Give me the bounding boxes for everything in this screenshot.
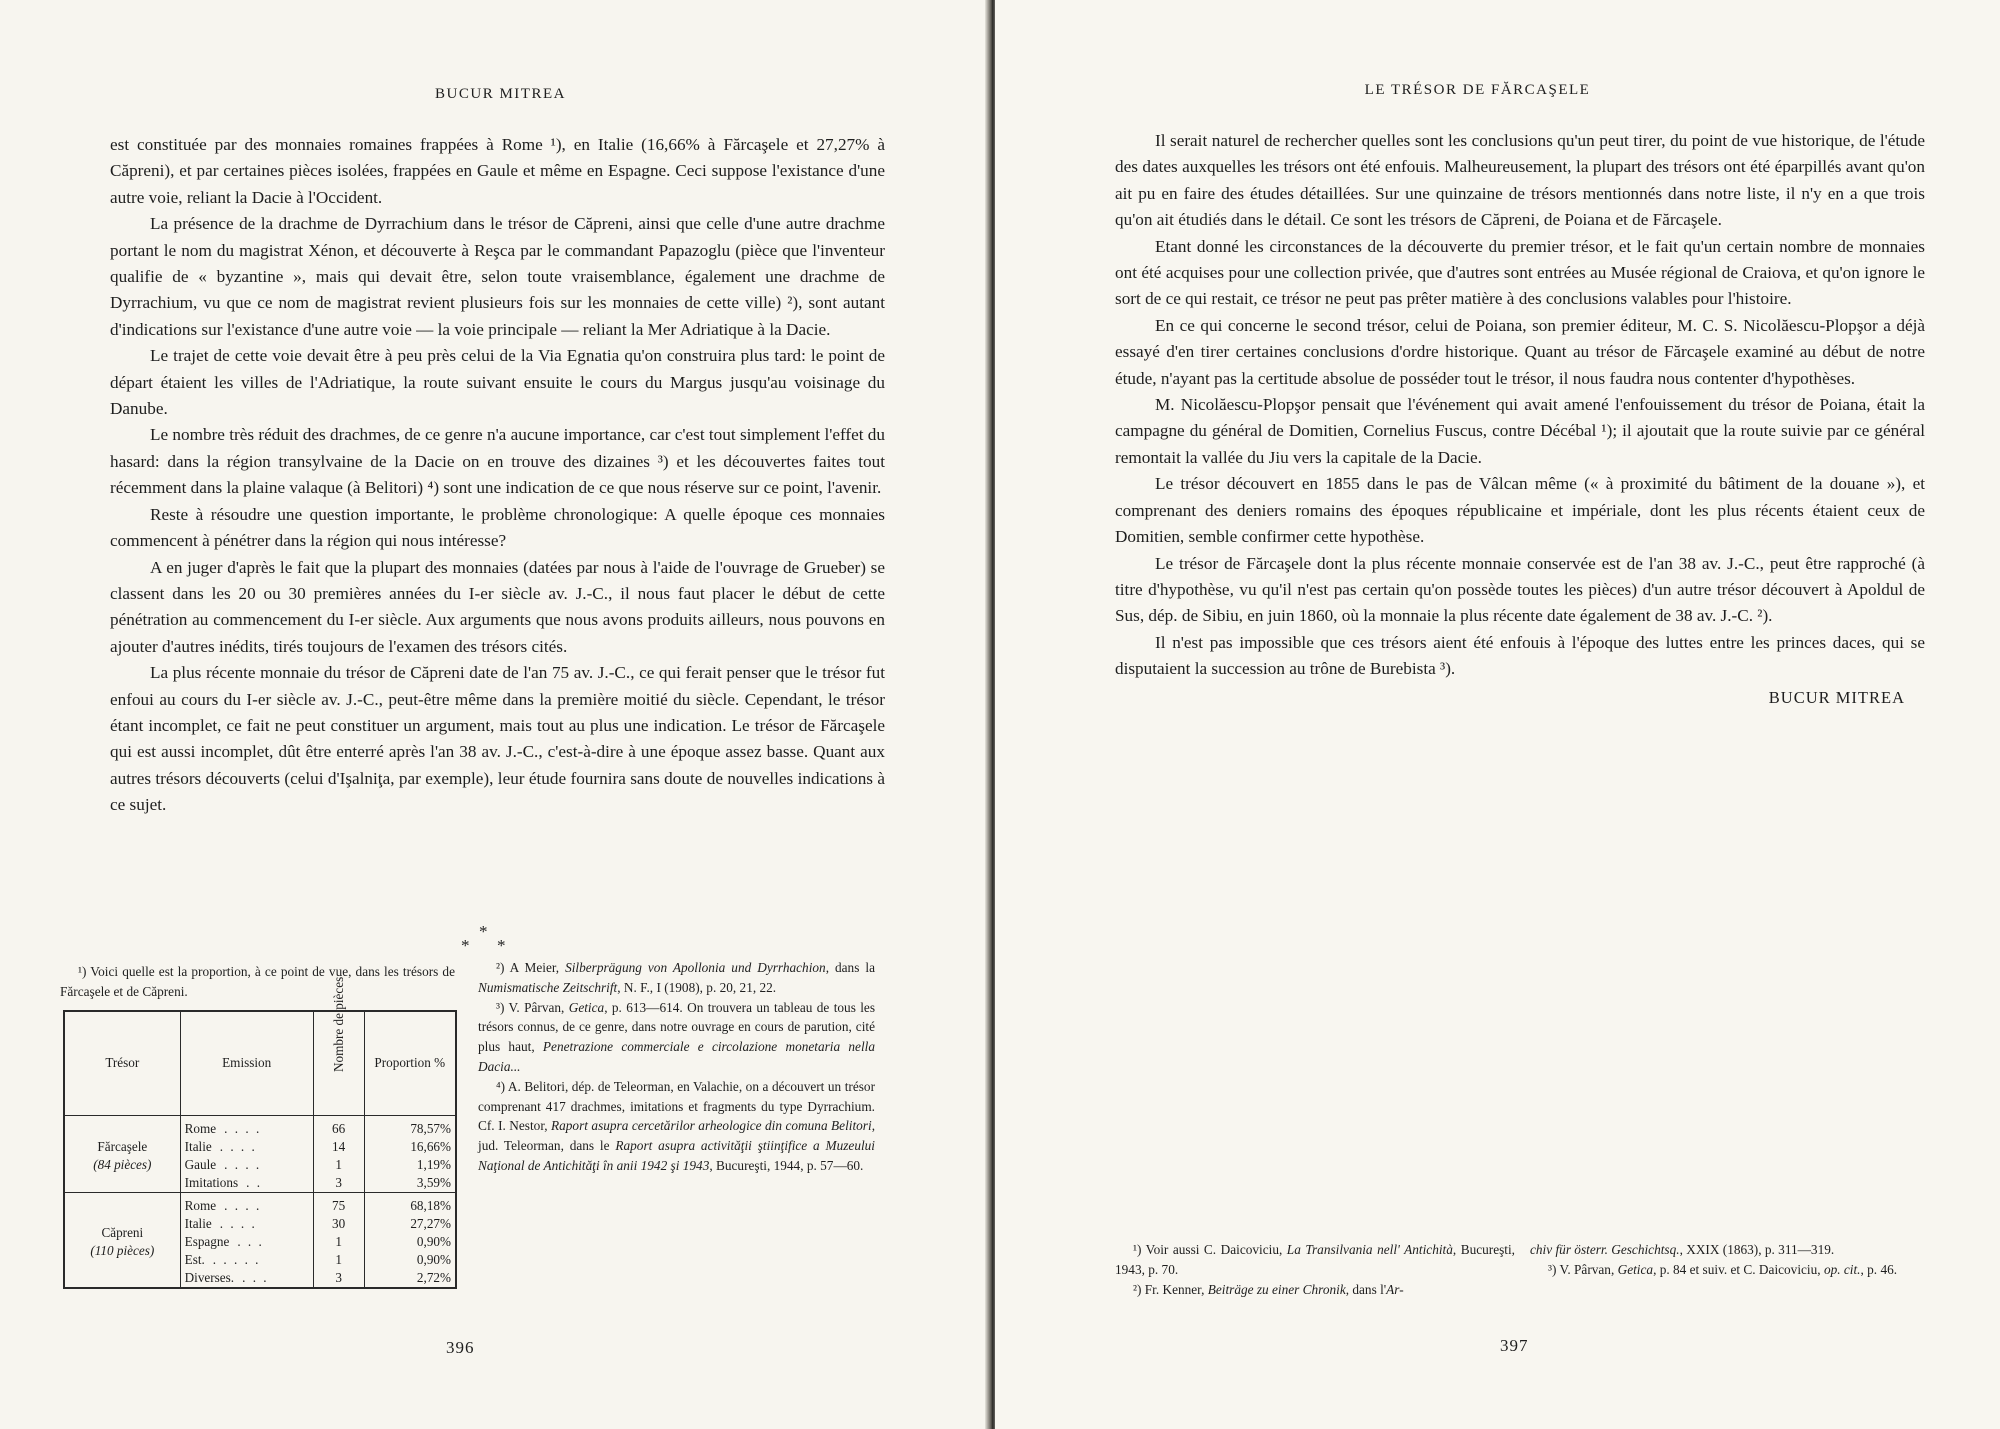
nombre-cell: 66 [313, 1115, 364, 1138]
paragraph: Le trajet de cette voie devait être à peu près celui de la Via Egnatia qu'on construira plus tard: le point de départ étaient les villes de l'Adriatique, la route suivant ensuite le cours du Margus jusqu'au voisinage du Danube. [110, 346, 885, 419]
footnote-3: ³) V. Pârvan, Getica, p. 613—614. On trouvera un tableau de tous les trésors connus, de ce genre, dans notre ouvrage en cours de parution, cité plus haut, Penetrazione commerciale e circolazione monetaria nella Dacia... [478, 999, 876, 1074]
page-396 [0, 0, 991, 1429]
emission-cell: Imitations . . [180, 1174, 313, 1193]
proportion-cell: 68,18% [364, 1192, 456, 1215]
paragraph: Il n'est pas impossible que ces trésors aient été enfouis à l'époque des luttes entre les princes daces, qui se disputaient la succession au trône de Burebista ³). [1115, 632, 1925, 679]
left-body-text [110, 132, 885, 819]
footnotes-right-col1 [1115, 1240, 1515, 1299]
proportion-cell: 0,90% [364, 1251, 456, 1269]
footnotes-2-4 [478, 958, 875, 1176]
page-397 [995, 0, 2000, 1429]
footnote-2-cont: chiv für österr. Geschichtsq., XXIX (1863), p. 311—319. [1530, 1242, 1835, 1257]
paragraph: La présence de la drachme de Dyrrachium dans le trésor de Căpreni, ainsi que celle d'une autre drachme portant le nom du magistrat Xénon, et découverte à Reşca par le commandant Papazoglu (pièce que l'inventeur qualifie de « byzantine », mais qui devait être, selon toute vraisemblance, également une drachme de Dyrrachium, vu que ce nom de magistrat revient plusieurs fois sur les monnaies de cette ville) ²), sont autant d'indications sur l'existance d'une autre voie — la voie principale — reliant la Mer Adriatique à la Dacie. [110, 214, 885, 339]
asterism-star: * [479, 922, 488, 941]
asterism-star: * [497, 936, 506, 955]
emission-cell: Rome . . . . [180, 1192, 313, 1215]
col-header-emission: Emission [180, 1011, 313, 1115]
emission-cell: Italie . . . . [180, 1215, 313, 1233]
nombre-cell: 1 [313, 1251, 364, 1269]
footnote-text: ¹) Voici quelle est la proportion, à ce point de vue, dans les trésors de Fărcaşele et de Căpreni. [60, 964, 455, 999]
tresor-cell [64, 1192, 180, 1288]
proportion-cell: 16,66% [364, 1138, 456, 1156]
col-header-proportion: Proportion % [364, 1011, 456, 1115]
author-signature: BUCUR MITREA [1768, 687, 1905, 707]
paragraph: Etant donné les circonstances de la découverte du premier trésor, et le fait qu'un certain nombre de monnaies ont été acquises pour une collection privée, que d'autres sont entrées au Musée régional de Craiova, et qu'on ignore le sort de ce qui restait, ce trésor ne peut pas prêter matière à des conclusions valables pour l'histoire. [1115, 236, 1925, 309]
paragraph: Il serait naturel de rechercher quelles sont les conclusions qu'un peut tirer, du point de vue historique, de l'étude des dates auxquelles les trésors ont été enfouis. Malheureusement, la plupart des trésors ont été éparpillés avant qu'on ait pu en faire des études détaillées. Sur une quinzaine de trésors mentionnés dans notre liste, il n'y en a que trois qu'on ait étudiés dans le détail. Ce sont les trésors de Căpreni, de Poiana et de Fărcaşele. [1115, 131, 1925, 230]
page-number: 396 [446, 1338, 475, 1357]
footnote-4: ⁴) A. Belitori, dép. de Teleorman, en Valachie, on a découvert un trésor comprenant 417 drachmes, imitations et fragments du type Dyrrachium. Cf. I. Nestor, Raport asupra cercetărilor arheologice din comuna Belitori, jud. Teleorman, dans le Raport asupra activităţii ştiinţifice a Muzeului Naţional de Antichităţi în anii 1942 şi 1943, Bucureşti, 1944, p. 57—60. [478, 1078, 876, 1173]
paragraph: Le nombre très réduit des drachmes, de ce genre n'a aucune importance, car c'est tout simplement l'effet du hasard: dans la région transylvaine de la Dacie on en trouve des dizaines ³) et les découvertes faites tout récemment dans la plaine valaque (à Belitori) ⁴) sont une indication de ce que nous réserve sur ce point, l'avenir. [110, 425, 885, 498]
paragraph: A en juger d'après le fait que la plupart des monnaies (datées par nous à l'aide de l'ouvrage de Grueber) se classent dans les 20 ou 30 premières années du I-er siècle av. J.-C., il nous faut placer le début de cette pénétration au commencement du I-er siècle. Aux arguments que nous avons produits ailleurs, nous pouvons en ajouter d'autres inédits, tirés toujours de l'examen des trésors cités. [110, 557, 885, 656]
footnotes-right-col2 [1530, 1240, 1925, 1280]
proportion-cell: 1,19% [364, 1156, 456, 1174]
emission-cell: Rome . . . . [180, 1115, 313, 1138]
nombre-cell: 3 [313, 1174, 364, 1193]
footnote-2: ²) A Meier, Silberprägung von Apollonia und Dyrrhachion, dans la Numismatische Zeitschrift, N. F., I (1908), p. 20, 21, 22. [478, 960, 875, 995]
paragraph: La plus récente monnaie du trésor de Căpreni date de l'an 75 av. J.-C., ce qui ferait penser que le trésor fut enfoui au cours du I-er siècle av. J.-C., peut-être même dans la première moitié du siècle. Cependant, le trésor étant incomplet, ce fait ne peut constituer un argument, mais tout au plus une indication. Le trésor de Fărcaşele qui est aussi incomplet, dût être enterré après l'an 38 av. J.-C., c'est-à-dire à une époque assez basse. Quant aux autres trésors découverts (celui d'Işalniţa, par exemple), leur étude fournira sans doute de nouvelles indications à ce sujet. [110, 663, 885, 815]
nombre-cell: 14 [313, 1138, 364, 1156]
asterism [455, 922, 515, 956]
emission-cell: Espagne . . . [180, 1233, 313, 1251]
table-row [64, 1192, 456, 1215]
emission-cell: Est. . . . . . [180, 1251, 313, 1269]
footnote-1: ¹) Voir aussi C. Daicoviciu, La Transilvania nell' Antichità, Bucureşti, 1943, p. 70. [1115, 1242, 1516, 1277]
nombre-cell: 1 [313, 1156, 364, 1174]
paragraph: Reste à résoudre une question importante, le problème chronologique: A quelle époque ces monnaies commencent à pénétrer dans la région qui nous intéresse? [110, 504, 885, 551]
right-body-text [1115, 128, 1925, 711]
paragraph: En ce qui concerne le second trésor, celui de Poiana, son premier éditeur, M. C. S. Nicolăescu-Plopşor a déjà essayé d'en tirer certaines conclusions d'ordre historique. Quant au trésor de Fărcaşele examiné au début de notre étude, n'ayant pas la certitude absolue de posséder tout le trésor, il nous faudra nous contenter d'hypothèses. [1115, 315, 1925, 388]
emission-cell: Gaule . . . . [180, 1156, 313, 1174]
col-header-tresor: Trésor [64, 1011, 180, 1115]
paragraph: Le trésor de Fărcaşele dont la plus récente monnaie conservée est de l'an 38 av. J.-C., peut être rapproché (à titre d'hypothèse, vu qu'il n'est pas certain qu'on possède toutes les pièces) d'un autre trésor découvert à Apoldul de Sus, dép. de Sibiu, en juin 1860, où la monnaie la plus récente date également de 38 av. J.-C. ²). [1115, 553, 1925, 626]
table-row [64, 1115, 456, 1138]
tresor-name: Căpreni [101, 1224, 144, 1240]
proportion-cell: 27,27% [364, 1215, 456, 1233]
col-header-nombre: Nombre de pièces [313, 1011, 364, 1115]
proportion-cell: 3,59% [364, 1174, 456, 1193]
footnote-1 [60, 962, 455, 1002]
nombre-cell: 75 [313, 1192, 364, 1215]
nombre-cell: 30 [313, 1215, 364, 1233]
running-head-title: LE TRÉSOR DE FĂRCAŞELE [1364, 82, 1591, 98]
paragraph: Le trésor découvert en 1855 dans le pas de Vâlcan même (« à proximité du bâtiment de la douane »), et comprenant des deniers romains des époques républicaine et impériale, dont les plus récents étaient ceux de Domitien, semble confirmer cette hypothèse. [1115, 474, 1925, 547]
tresor-count: (84 pièces) [93, 1156, 152, 1172]
asterism-star: * [461, 936, 470, 955]
tresor-cell [64, 1115, 180, 1192]
nombre-cell: 3 [313, 1269, 364, 1288]
emission-cell: Diverses. . . . [180, 1269, 313, 1288]
footnote-3: ³) V. Pârvan, Getica, p. 84 et suiv. et C. Daicoviciu, op. cit., p. 46. [1548, 1261, 1898, 1277]
running-head-author: BUCUR MITREA [435, 86, 566, 102]
footnote-2: ²) Fr. Kenner, Beiträge zu einer Chronik, dans l'Ar- [1133, 1281, 1404, 1297]
proportion-cell: 78,57% [364, 1115, 456, 1138]
paragraph: est constituée par des monnaies romaines frappées à Rome ¹), en Italie (16,66% à Fărcaşele et 27,27% à Căpreni), et par certaines pièces isolées, frappées en Gaule et même en Espagne. Ceci suppose l'existance d'une autre voie, reliant la Dacie à l'Occident. [110, 135, 885, 207]
tresor-count: (110 pièces) [90, 1242, 155, 1258]
nombre-cell: 1 [313, 1233, 364, 1251]
tresor-name: Fărcaşele [97, 1138, 148, 1154]
page-number: 397 [1500, 1336, 1529, 1355]
proportion-cell: 0,90% [364, 1233, 456, 1251]
paragraph: M. Nicolăescu-Plopşor pensait que l'événement qui avait amené l'enfouissement du trésor de Poiana, était la campagne du général de Domitien, Cornelius Fuscus, contre Décébal ¹); il ajoutait que la route suivie par ce général remontait la vallée du Jiu vers la capitale de la Dacie. [1115, 395, 1925, 467]
emission-cell: Italie . . . . [180, 1138, 313, 1156]
proportion-cell: 2,72% [364, 1269, 456, 1288]
